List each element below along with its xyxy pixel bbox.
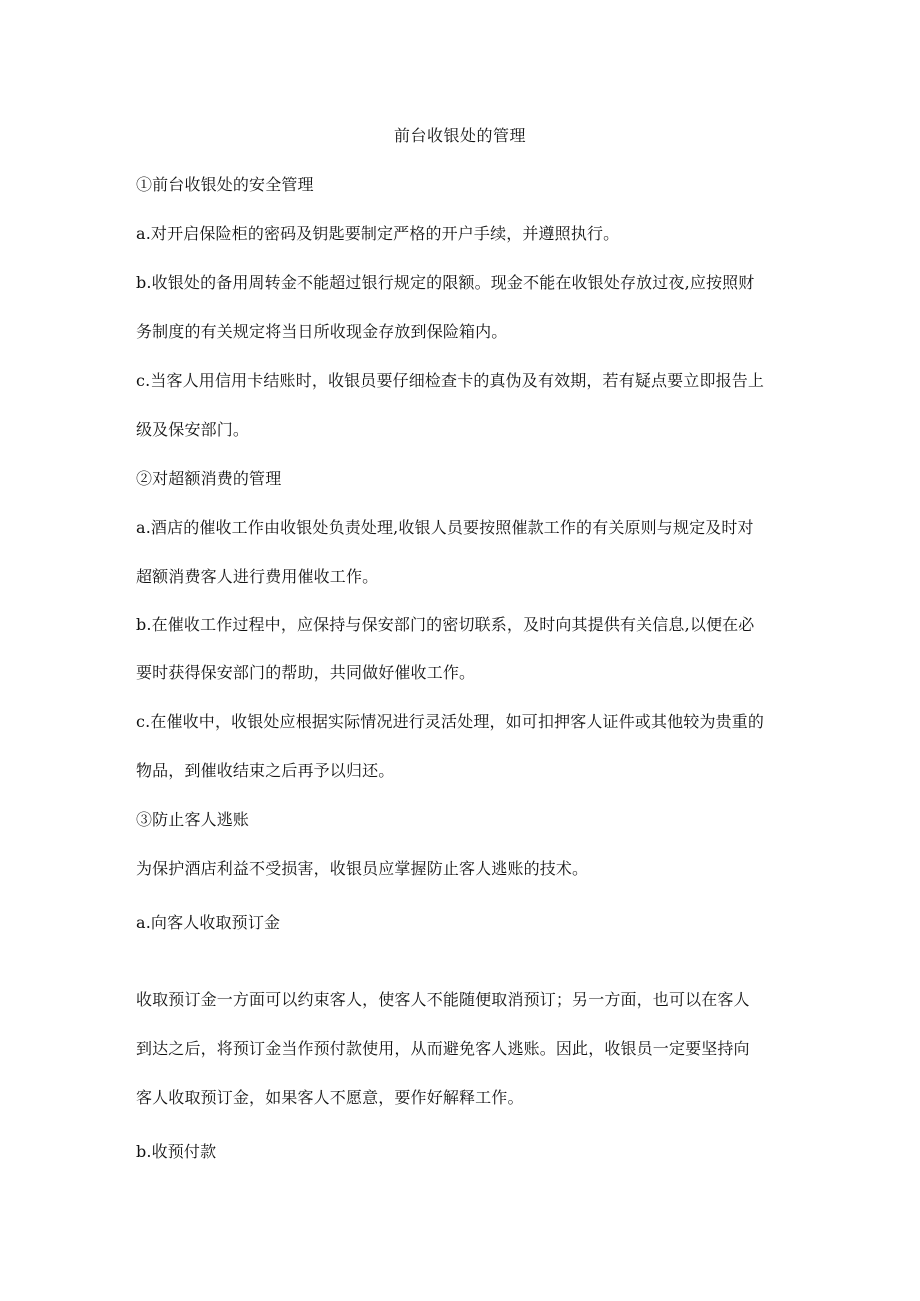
paragraph-line: a.对开启保险柜的密码及钥匙要制定严格的开户手续，并遵照执行。 [136, 224, 620, 243]
document-title: 前台收银处的管理 [393, 126, 526, 145]
paragraph-line: b.在催收工作过程中，应保持与保安部门的密切联系，及时向其提供有关信息,以便在必 [136, 615, 755, 634]
paragraph-line: 要时获得保安部门的帮助，共同做好催收工作。 [136, 663, 476, 682]
section-heading-overspending: ②对超额消费的管理 [136, 469, 282, 488]
paragraph-line: 为保护酒店利益不受损害，收银员应掌握防止客人逃账的技术。 [136, 859, 589, 878]
paragraph-line: a.酒店的催收工作由收银处负责处理,收银人员要按照催款工作的有关原则与规定及时对 [136, 518, 754, 537]
paragraph-line: 客人收取预订金，如果客人不愿意，要作好解释工作。 [136, 1088, 524, 1107]
section-heading-security: ①前台收银处的安全管理 [136, 175, 314, 194]
section-heading-prevent-skipping: ③防止客人逃账 [136, 810, 250, 829]
subheading-prepayment: b.收预付款 [136, 1142, 217, 1161]
paragraph-line: 务制度的有关规定将当日所收现金存放到保险箱内。 [136, 322, 508, 341]
subheading-deposit: a.向客人收取预订金 [136, 913, 281, 932]
paragraph-line: b.收银处的备用周转金不能超过银行规定的限额。现金不能在收银处存放过夜,应按照财 [136, 273, 755, 292]
paragraph-line: 到达之后，将预订金当作预付款使用，从而避免客人逃账。因此，收银员一定要坚持向 [136, 1039, 750, 1058]
paragraph-line: 级及保安部门。 [136, 420, 250, 439]
paragraph-line: c.当客人用信用卡结账时，收银员要仔细检查卡的真伪及有效期，若有疑点要立即报告上 [136, 371, 765, 390]
paragraph-line: c.在催收中，收银处应根据实际情况进行灵活处理，如可扣押客人证件或其他较为贵重的 [136, 712, 765, 731]
paragraph-line: 收取预订金一方面可以约束客人，使客人不能随便取消预订；另一方面，也可以在客人 [136, 990, 750, 1009]
paragraph-line: 物品，到催收结束之后再予以归还。 [136, 761, 395, 780]
paragraph-line: 超额消费客人进行费用催收工作。 [136, 567, 379, 586]
